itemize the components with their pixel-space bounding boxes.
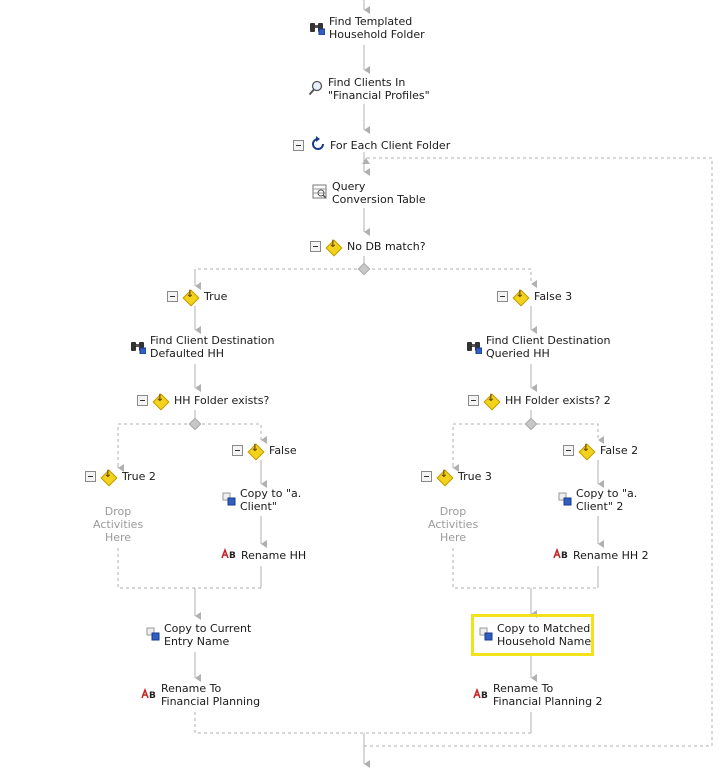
for-each-client-folder-step[interactable] — [293, 136, 450, 155]
copy-to-matched-household-step[interactable] — [479, 622, 591, 648]
step-label: Rename HH 2 — [573, 549, 649, 562]
svg-text:B: B — [561, 551, 568, 560]
copy-to-client-2-step[interactable] — [558, 487, 637, 513]
condition-diamond-icon — [184, 291, 196, 303]
condition-diamond-icon — [154, 395, 166, 407]
rename-to-financial-planning-step[interactable] — [141, 682, 260, 708]
loop-icon — [310, 136, 326, 155]
find-client-destination-defaulted-step[interactable] — [130, 334, 275, 360]
step-label: Copy to Current Entry Name — [164, 622, 252, 648]
find-clients-step[interactable] — [308, 76, 430, 102]
copy-to-client-step[interactable] — [222, 487, 301, 513]
step-label: For Each Client Folder — [330, 139, 451, 152]
rename-icon — [553, 548, 569, 563]
step-label: Query Conversion Table — [332, 180, 426, 206]
copy-icon — [479, 627, 493, 644]
step-label: Find Clients In "Financial Profiles" — [328, 76, 430, 102]
drop-activities-placeholder[interactable]: Drop Activities Here — [93, 505, 144, 544]
copy-to-current-entry-step[interactable] — [146, 622, 251, 648]
step-label: Rename To Financial Planning 2 — [493, 682, 603, 708]
collapse-toggle[interactable] — [167, 291, 178, 302]
branch-label: False — [269, 444, 297, 457]
hh-folder-exists-2-condition[interactable] — [468, 394, 611, 407]
hh-folder-exists-condition[interactable] — [137, 394, 269, 407]
condition-diamond-icon — [485, 395, 497, 407]
branch-label: False 3 — [534, 290, 573, 303]
step-label: HH Folder exists? — [174, 394, 270, 407]
no-db-match-condition[interactable] — [310, 240, 426, 253]
collapse-toggle[interactable] — [232, 445, 243, 456]
find-client-destination-queried-step[interactable] — [466, 334, 611, 360]
collapse-toggle[interactable] — [421, 471, 432, 482]
step-label: Find Client Destination Defaulted HH — [150, 334, 275, 360]
svg-text:B: B — [229, 551, 236, 560]
rename-icon — [141, 688, 157, 703]
condition-diamond-icon — [249, 445, 261, 457]
collapse-toggle[interactable] — [310, 241, 321, 252]
condition-diamond-icon — [514, 291, 526, 303]
step-label: HH Folder exists? 2 — [505, 394, 611, 407]
query-table-icon — [312, 184, 328, 203]
binoculars-icon — [309, 19, 325, 38]
condition-diamond-icon — [580, 445, 592, 457]
step-label: Rename HH — [241, 549, 307, 562]
false-3-branch[interactable] — [497, 290, 572, 303]
drop-activities-placeholder[interactable]: Drop Activities Here — [428, 505, 479, 544]
copy-icon — [558, 492, 572, 509]
collapse-toggle[interactable] — [497, 291, 508, 302]
step-label: Copy to "a. Client" 2 — [576, 487, 638, 513]
collapse-toggle[interactable] — [293, 140, 304, 151]
query-conversion-table-step[interactable] — [312, 180, 426, 206]
branch-label: True 2 — [122, 470, 156, 483]
step-label: Find Client Destination Queried HH — [486, 334, 611, 360]
rename-hh-2-step[interactable] — [553, 548, 649, 563]
copy-icon — [222, 492, 236, 509]
branch-label: True 3 — [458, 470, 492, 483]
copy-icon — [146, 627, 160, 644]
rename-hh-step[interactable] — [221, 548, 306, 563]
step-label: Copy to "a. Client" — [240, 487, 302, 513]
magnifier-icon — [308, 80, 324, 99]
svg-text:B: B — [481, 690, 488, 700]
collapse-toggle[interactable] — [468, 395, 479, 406]
step-label: No DB match? — [347, 240, 426, 253]
step-label: Rename To Financial Planning — [161, 682, 261, 708]
branch-label: False 2 — [600, 444, 639, 457]
find-templated-household-folder-step[interactable] — [309, 15, 425, 41]
false-2-branch[interactable] — [563, 444, 638, 457]
true-3-branch[interactable] — [421, 470, 492, 483]
step-label: Find Templated Household Folder — [329, 15, 425, 41]
svg-text:B: B — [149, 690, 156, 700]
collapse-toggle[interactable] — [563, 445, 574, 456]
condition-diamond-icon — [327, 241, 339, 253]
condition-diamond-icon — [102, 471, 114, 483]
collapse-toggle[interactable] — [85, 471, 96, 482]
collapse-toggle[interactable] — [137, 395, 148, 406]
rename-icon — [473, 688, 489, 703]
true-branch[interactable] — [167, 290, 227, 303]
rename-icon — [221, 548, 237, 563]
branch-label: True — [204, 290, 228, 303]
rename-to-financial-planning-2-step[interactable] — [473, 682, 603, 708]
step-label: Copy to Matched Household Name — [497, 622, 592, 648]
condition-diamond-icon — [438, 471, 450, 483]
binoculars-icon — [466, 338, 482, 357]
true-2-branch[interactable] — [85, 470, 156, 483]
false-branch[interactable] — [232, 444, 297, 457]
binoculars-icon — [130, 338, 146, 357]
